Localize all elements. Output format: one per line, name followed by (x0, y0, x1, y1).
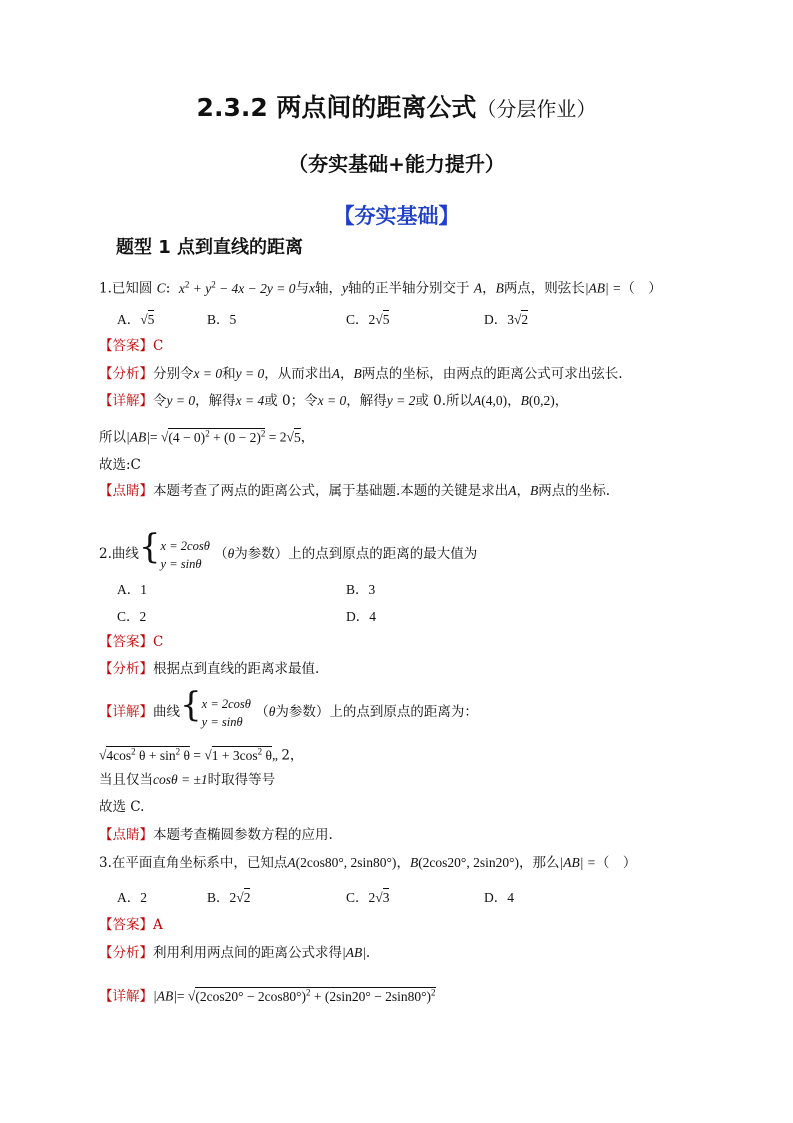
q2-option-b: B．3 (346, 582, 376, 597)
q1-option-d: D．3√2 (484, 312, 529, 327)
q3-option-a: A．2 (117, 890, 147, 905)
q2-detail: 【详解】曲线{x = 2cosθ y = sinθ （θ为参数）上的点到原点的距离为： (99, 685, 478, 729)
q3-option-d: D．4 (484, 890, 514, 905)
q1-option-c: C．2√5 (346, 312, 390, 327)
page-subtitle: （夯实基础+能力提升） (288, 152, 505, 176)
q2-stem: 2.曲线{x = 2cosθ y = sinθ （θ为参数）上的点到原点的距离的最大值为 (99, 527, 478, 571)
q1-option-a: A．√5 (117, 312, 155, 327)
q1-comment: 【点睛】本题考查了两点的距离公式，属于基础题.本题的关键是求出A，B两点的坐标. (99, 483, 611, 499)
q2-analysis: 【分析】根据点到直线的距离求最值. (99, 661, 320, 677)
q1-stem: 1.已知圆 C: $x^2 + y^2 - 4x - 2y = 0$与x轴，y轴的正半轴分别交于 A，B两点，则弦长|AB| =（ ） (99, 279, 662, 297)
q2-option-c: C．2 (117, 609, 147, 624)
q3-stem: 3.在平面直角坐标系中，已知点A(2cos80°, 2sin80°)，B(2cos20°, 2sin20°)，那么|AB| =（ ） (99, 855, 637, 871)
q2-comment: 【点睛】本题考查椭圆参数方程的应用. (99, 827, 333, 843)
q2-option-a: A．1 (117, 582, 147, 597)
question-type-heading: 题型 1 点到直线的距离 (116, 237, 304, 258)
section-heading: 【夯实基础】 (333, 204, 460, 228)
q1-answer: 【答案】C (99, 338, 164, 354)
title-main: 2.3.2 两点间的距离公式 (196, 93, 477, 122)
q1-detail: 【详解】令y = 0，解得x = 4或 0；令x = 0，解得y = 2或 0.所以A(4,0)，B(0,2)， (99, 393, 569, 409)
q3-answer: 【答案】A (99, 917, 163, 933)
q1-detail-formula: 所以$|AB|= √(4 - 0)^2 + (0 - 2)^2 = 2√5$， (99, 428, 315, 446)
title-sub: （分层作业） (476, 97, 597, 121)
q3-analysis: 【分析】利用利用两点间的距离公式求得|AB|. (99, 945, 371, 961)
q3-detail: 【详解】$|AB|= √(2\cos 20^\circ - 2\cos 80^\circ)^2 + (2\sin 20^\circ - 2\sin 80^\circ)^2$ (99, 987, 436, 1005)
q2-detail-formula: $√4\cos^2$ $\theta + \sin^2 \theta = √1 + 3\cos^2$ θ„ 2， (99, 746, 304, 764)
page-title (0, 88, 793, 124)
q2-option-d: D．4 (346, 609, 376, 624)
q2-conclusion: 故选 C. (99, 799, 145, 815)
q3-option-b: B．2√2 (207, 890, 251, 905)
q3-option-c: C．2√3 (346, 890, 390, 905)
q1-option-b: B．5 (207, 312, 237, 327)
q1-analysis: 【分析】分别令x = 0和y = 0，从而求出A，B两点的坐标，由两点的距离公式可求出弦长. (99, 366, 623, 382)
q1-conclusion: 故选:C (99, 457, 141, 473)
q2-detail-equality: 当且仅当cosθ = ±1时取得等号 (99, 772, 276, 788)
q2-answer: 【答案】C (99, 634, 164, 650)
